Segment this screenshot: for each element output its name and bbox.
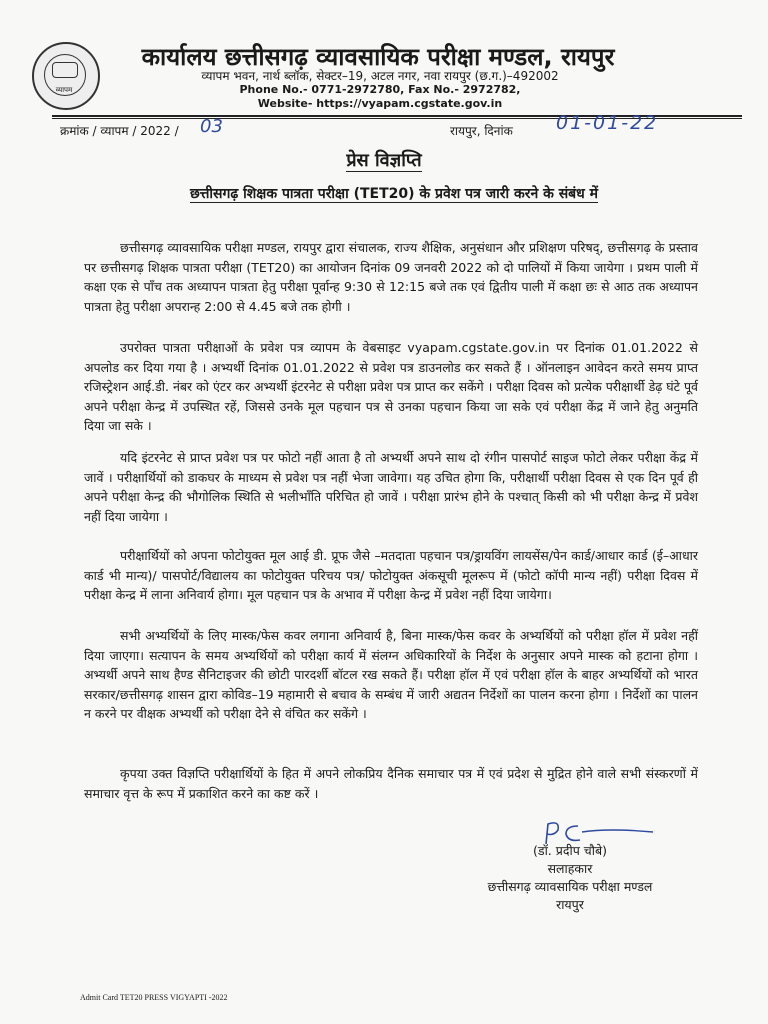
paragraph-covid-guidelines: सभी अभ्यर्थियों के लिए मास्क/फेस कवर लगाना अनिवार्य है, बिना मास्क/फेस कवर के अभ्यर्थियों को परीक्षा हॉल में प्रवेश नहीं दिया जाएगा। सत्यापन के समय अभ्यर्थियों को परीक्षा कार्य में संलग्न अधिकारियों के निर्देश के अनुसार अपने मास्क को हटाना होगा । अभ्यर्थी अपने साथ हैण्ड सैनिटाइजर की छोटी पारदर्शी बॉटल रख सकते हैं। परीक्षा हॉल में एवं परीक्षा हॉल के बाहर अभ्यर्थियों को भारत सरकार/छत्तीसगढ़ शासन द्वारा कोविड–19 महामारी से बचाव के सम्बंध में जारी अद्यतन निर्देशों का पालन करना होगा । निर्देशों का पालन न करने पर वीक्षक अभ्यर्थी को परीक्षा देने से वंचित कर सकेंगे । [84, 628, 698, 721]
vyapam-seal-logo [32, 42, 100, 110]
paragraph-publication-request: कृपया उक्त विज्ञप्ति परीक्षार्थियों के हित में अपने लोकप्रिय दैनिक समाचार पत्र में एवं प्रदेश से मुद्रित होने वाले सभी संस्करणों में समाचार वृत्त के रूप में प्रकाशित करने का कष्ट करें । [84, 766, 698, 801]
seal-text: व्यापम [55, 86, 73, 94]
organization-title: कार्यालय छत्तीसगढ़ व्यावसायिक परीक्षा मण्डल, रायपुर [141, 43, 615, 71]
signatory-city: रायपुर [556, 897, 584, 912]
paragraph-admit-card-download: उपरोक्त पात्रता परीक्षाओं के प्रवेश पत्र व्यापम के वेबसाइट vyapam.cgstate.gov.in पर दिनांक 01.01.2022 से अपलोड कर दिया गया है । अभ्यर्थी दिनांक 01.01.2022 से प्रवेश पत्र डाउनलोड कर सकते हैं । ऑनलाइन आवेदन करते समय प्राप्त रजिस्ट्रेशन आई.डी. नंबर को एंटर कर अभ्यर्थी इंटरनेट से परीक्षा प्रवेश पत्र प्राप्त कर सकेंगे । परीक्षा दिवस को प्रत्येक परीक्षार्थी डेढ़ घंटे पूर्व अपने परीक्षा केन्द्र में उपस्थित रहें, जिससे उनके मूल पहचान पत्र से उनका पहचान किया जा सके एवं परीक्षा केंद्र में जाने हेतु अनुमति दिया जा सके । [84, 340, 698, 433]
organization-website: Website- https://vyapam.cgstate.gov.in [257, 97, 503, 110]
subject-line [30, 184, 758, 203]
paragraph-photo-instructions: यदि इंटरनेट से प्राप्त प्रवेश पत्र पर फोटो नहीं आता है तो अभ्यर्थी अपने साथ दो रंगीन पासपोर्ट साइज फोटो लेकर परीक्षा केंद्र में जावें । परीक्षार्थियों को डाकघर के माध्यम से प्रवेश पत्र नहीं भेजा जावेगा। यह उचित होगा कि, परीक्षार्थी परीक्षा दिवस से एक दिन पूर्व ही अपने परीक्षा केन्द्र की भौगोलिक स्थिति से भलीभाँति परिचित हो जावें । परीक्षा प्रारंभ होने के पश्चात् किसी को भी परीक्षा केन्द्र में प्रवेश नहीं दिया जायेगा । [84, 450, 698, 524]
signatory-organization: छत्तीसगढ़ व्यावसायिक परीक्षा मण्डल [487, 879, 653, 894]
date-label: रायपुर, दिनांक [450, 124, 513, 138]
press-release-title [0, 148, 768, 172]
organization-address: व्यापम भवन, नार्थ ब्लॉक, सेक्टर–19, अटल नगर, नवा रायपुर (छ.ग.)–492002 [201, 69, 559, 83]
signatory-name: (डॉ. प्रदीप चौबे) [533, 843, 607, 858]
footer-file-note: Admit Card TET20 PRESS VIGYAPTI -2022 [80, 993, 228, 1002]
paragraph-exam-schedule: छत्तीसगढ़ व्यावसायिक परीक्षा मण्डल, रायपुर द्वारा संचालक, राज्य शैक्षिक, अनुसंधान और प्रशिक्षण परिषद्, छत्तीसगढ़ के प्रस्ताव पर छत्तीसगढ़ शिक्षक पात्रता परीक्षा (TET20) का आयोजन दिनांक 09 जनवरी 2022 को दो पालियों में किया जायेगा । प्रथम पाली में कक्षा एक से पाँच तक अध्यापन पात्रता हेतु परीक्षा पूर्वान्ह 9:30 से 12:15 बजे तक एवं द्वितीय पाली में कक्षा छः से आठ तक अध्यापन पात्रता हेतु परीक्षा अपरान्ह 2:00 से 4.45 बजे तक होगी । [84, 240, 698, 314]
date-handwritten: 01-01-22 [556, 112, 659, 134]
signatory-block [440, 842, 700, 914]
subject-line-text: छत्तीसगढ़ शिक्षक पात्रता परीक्षा (TET20) के प्रवेश पत्र जारी करने के संबंध में [189, 186, 599, 202]
press-release-title-text: प्रेस विज्ञप्ति [346, 150, 422, 171]
reference-number-handwritten: 03 [200, 116, 223, 137]
paragraph-id-proof: परीक्षार्थियों को अपना फोटोयुक्त मूल आई डी. प्रूफ जैसे –मतदाता पहचान पत्र/ड्रायविंग लायसेंस/पेन कार्ड/आधार कार्ड (ई–आधार कार्ड भी मान्य)/ पासपोर्ट/विद्यालय का फोटोयुक्त परिचय पत्र/ फोटोयुक्त अंकसूची मूलरूप में (फोटो कॉपी मान्य नहीं) परीक्षा दिवस में परीक्षा केन्द्र में लाना अनिवार्य होगा। मूल पहचान पत्र के अभाव में परीक्षा केन्द्र में प्रवेश नहीं दिया जायेगा। [84, 548, 698, 602]
signatory-designation: सलाहकार [547, 861, 593, 876]
organization-phone: Phone No.- 0771-2972780, Fax No.- 2972782, [239, 83, 521, 96]
seal-emblem [52, 62, 78, 78]
reference-number-label: क्रमांक / व्यापम / 2022 / [60, 124, 179, 138]
